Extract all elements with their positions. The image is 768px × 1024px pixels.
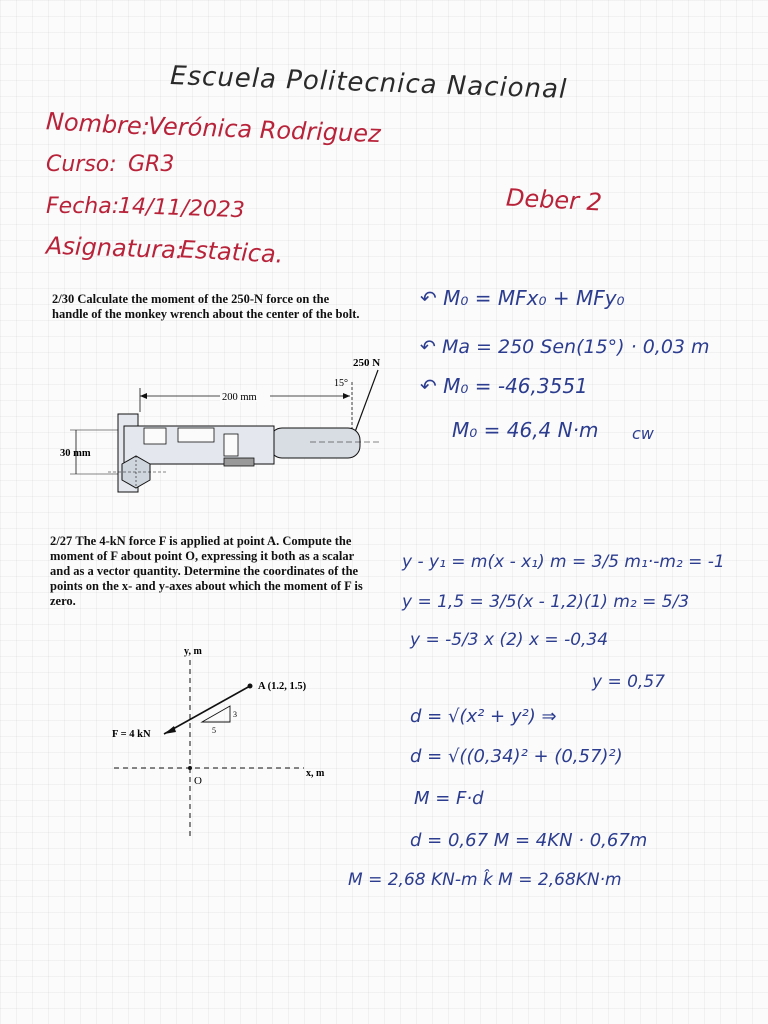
wrench-handle (270, 428, 360, 458)
name-value: Verónica Rodriguez (147, 111, 382, 149)
p1-solution-line-1: ↶ M₀ = MFx₀ + MFy₀ (420, 286, 625, 310)
force-arrow (352, 370, 378, 440)
p2-solution-line-3: y = -5/3 x (2) x = -0,34 (410, 630, 609, 650)
slope-run-label: 5 (212, 726, 216, 735)
p2-solution-line-6: d = √((0,34)² + (0,57)²) (410, 746, 623, 767)
course-label: Curso: (46, 152, 117, 177)
p2-solution-line-2: y = 1,5 = 3/5(x - 1,2)(1) m₂ = 5/3 (402, 592, 690, 612)
p1-solution-line-2: ↶ Ma = 250 Sen(15°) · 0,03 m (420, 336, 710, 358)
angle-label: 15° (334, 378, 348, 389)
dim-200-label: 200 mm (222, 392, 257, 403)
force-label: 250 N (353, 357, 381, 369)
name-label: Nombre: (45, 107, 151, 141)
slope-triangle (202, 706, 230, 722)
point-a-label: A (1.2, 1.5) (258, 681, 307, 692)
adjust-screw (224, 458, 254, 466)
problem2-line3: and as a vector quantity. Determine the coordinates of the (50, 564, 359, 578)
p2-solution-line-8: d = 0,67 M = 4KN · 0,67m (410, 830, 648, 851)
p1-solution-line-3: ↶ M₀ = -46,3551 (420, 374, 588, 398)
date-label: Fecha: (46, 194, 120, 219)
wrench-figure (48, 352, 388, 502)
slope-rise-label: 3 (233, 710, 237, 719)
problem2-line4: points on the x- and y-axes about which the moment of F is (50, 579, 363, 593)
p2-solution-line-1: y - y₁ = m(x - x₁) m = 3/5 m₁·-m₂ = -1 (402, 552, 725, 572)
date-value: 14/11/2023 (117, 193, 246, 224)
force-vector (164, 686, 250, 734)
y-axis-label: y, m (184, 646, 202, 657)
p2-solution-line-7: M = F·d (414, 788, 484, 809)
subject-value: Estatica. (179, 235, 285, 269)
problem2-statement (50, 534, 390, 609)
dim-30-label: 30 mm (60, 448, 91, 459)
p1-solution-cw: cw (632, 424, 654, 443)
axes-figure (108, 640, 408, 850)
course-value: GR3 (128, 152, 175, 177)
homework-label: Deber 2 (505, 183, 603, 217)
origin-label: O (194, 775, 202, 787)
problem2-line5: zero. (50, 594, 76, 608)
problem2-number: 2/27 (50, 534, 73, 548)
problem2-line2: moment of F about point O, expressing it both as a scalar (50, 549, 355, 563)
problem1-statement (52, 292, 392, 322)
p2-solution-line-5: d = √(x² + y²) ⇒ (410, 706, 557, 727)
x-axis-label: x, m (306, 768, 325, 779)
problem1-number: 2/30 (52, 292, 75, 306)
point-a (248, 684, 253, 689)
p1-solution-line-4: M₀ = 46,4 N·m (452, 418, 599, 442)
school-title: Escuela Politecnica Nacional (169, 61, 568, 105)
subject-label: Asignatura: (45, 231, 185, 265)
origin-point (188, 766, 192, 770)
p2-solution-line-9: M = 2,68 KN-m k̂ M = 2,68KN·m (348, 870, 622, 890)
force-label-f: F = 4 kN (112, 729, 151, 740)
problem2-line1: The 4-kN force F is applied at point A. Compute the (75, 534, 352, 548)
force-vector-arrowhead (164, 726, 176, 734)
problem1-line1: Calculate the moment of the 250-N force on the (77, 292, 330, 306)
p2-solution-line-4: y = 0,57 (592, 672, 665, 692)
problem1-line2: handle of the monkey wrench about the center of the bolt. (52, 307, 360, 321)
